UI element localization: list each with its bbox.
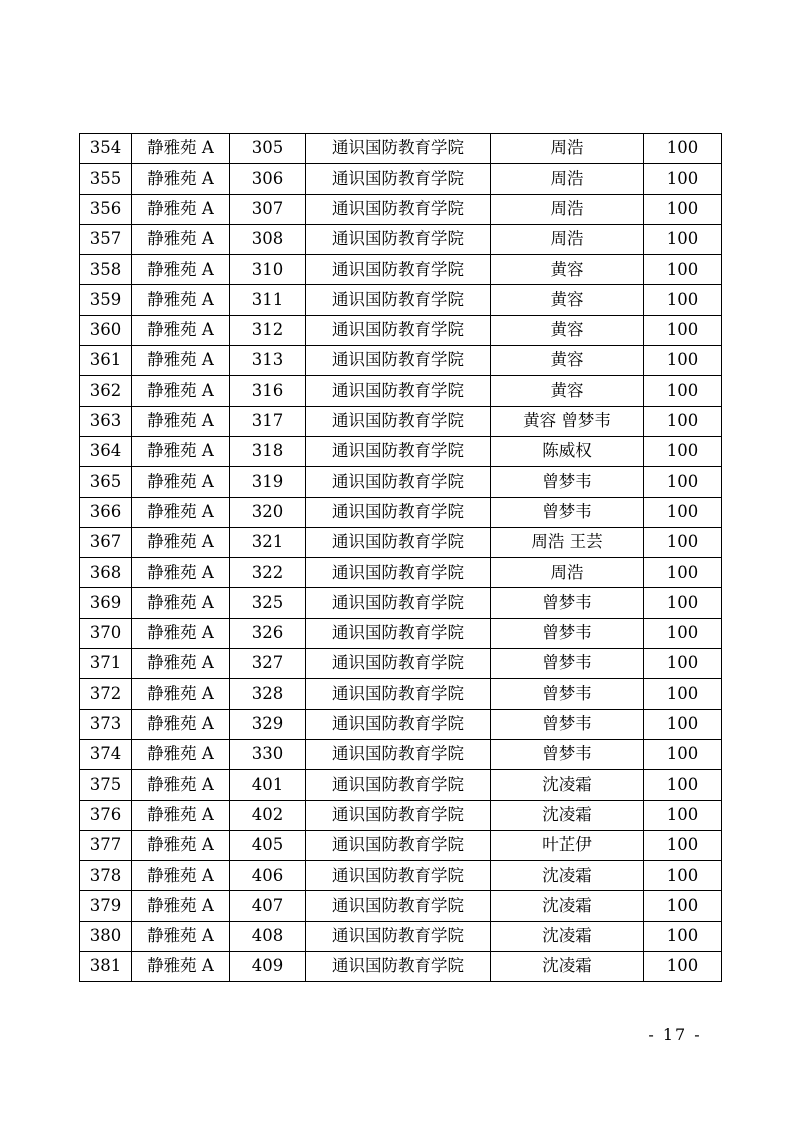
page-number: - 17 - (648, 1025, 702, 1044)
table-row (80, 891, 722, 921)
person-name-cell: 沈凌霜 (491, 861, 644, 891)
building-cell: 静雅苑 A (132, 800, 230, 830)
score-cell: 100 (644, 679, 722, 709)
score-cell: 100 (644, 315, 722, 345)
person-name-cell: 周浩 (491, 134, 644, 164)
college-cell: 通识国防教育学院 (306, 285, 491, 315)
person-name-cell: 周浩 (491, 164, 644, 194)
table-row (80, 679, 722, 709)
row-number-cell: 375 (80, 770, 132, 800)
college-cell: 通识国防教育学院 (306, 224, 491, 254)
dormitory-score-table (79, 133, 722, 982)
college-cell: 通识国防教育学院 (306, 649, 491, 679)
row-number-cell: 378 (80, 861, 132, 891)
score-cell: 100 (644, 739, 722, 769)
table-row (80, 830, 722, 860)
room-cell: 408 (230, 921, 306, 951)
building-cell: 静雅苑 A (132, 527, 230, 557)
building-cell: 静雅苑 A (132, 164, 230, 194)
person-name-cell: 曾梦韦 (491, 588, 644, 618)
building-cell: 静雅苑 A (132, 558, 230, 588)
room-cell: 307 (230, 194, 306, 224)
room-cell: 326 (230, 618, 306, 648)
table-row (80, 164, 722, 194)
building-cell: 静雅苑 A (132, 770, 230, 800)
person-name-cell: 黄容 (491, 255, 644, 285)
college-cell: 通识国防教育学院 (306, 891, 491, 921)
score-cell: 100 (644, 649, 722, 679)
row-number-cell: 366 (80, 497, 132, 527)
college-cell: 通识国防教育学院 (306, 830, 491, 860)
person-name-cell: 沈凌霜 (491, 770, 644, 800)
score-cell: 100 (644, 255, 722, 285)
room-cell: 409 (230, 952, 306, 982)
person-name-cell: 曾梦韦 (491, 618, 644, 648)
person-name-cell: 陈威权 (491, 436, 644, 466)
room-cell: 312 (230, 315, 306, 345)
row-number-cell: 358 (80, 255, 132, 285)
row-number-cell: 369 (80, 588, 132, 618)
table-row (80, 436, 722, 466)
building-cell: 静雅苑 A (132, 315, 230, 345)
table-row (80, 921, 722, 951)
score-cell: 100 (644, 497, 722, 527)
building-cell: 静雅苑 A (132, 618, 230, 648)
college-cell: 通识国防教育学院 (306, 861, 491, 891)
college-cell: 通识国防教育学院 (306, 679, 491, 709)
score-cell: 100 (644, 861, 722, 891)
college-cell: 通识国防教育学院 (306, 497, 491, 527)
building-cell: 静雅苑 A (132, 134, 230, 164)
person-name-cell: 周浩 (491, 224, 644, 254)
building-cell: 静雅苑 A (132, 830, 230, 860)
table-row (80, 376, 722, 406)
score-cell: 100 (644, 406, 722, 436)
room-cell: 308 (230, 224, 306, 254)
table-row (80, 134, 722, 164)
table-body (80, 134, 722, 982)
table-row (80, 315, 722, 345)
person-name-cell: 曾梦韦 (491, 679, 644, 709)
room-cell: 318 (230, 436, 306, 466)
table-row (80, 800, 722, 830)
person-name-cell: 曾梦韦 (491, 739, 644, 769)
row-number-cell: 368 (80, 558, 132, 588)
row-number-cell: 371 (80, 649, 132, 679)
score-cell: 100 (644, 164, 722, 194)
building-cell: 静雅苑 A (132, 921, 230, 951)
row-number-cell: 377 (80, 830, 132, 860)
row-number-cell: 363 (80, 406, 132, 436)
college-cell: 通识国防教育学院 (306, 800, 491, 830)
building-cell: 静雅苑 A (132, 588, 230, 618)
row-number-cell: 360 (80, 315, 132, 345)
room-cell: 313 (230, 346, 306, 376)
person-name-cell: 沈凌霜 (491, 891, 644, 921)
building-cell: 静雅苑 A (132, 709, 230, 739)
college-cell: 通识国防教育学院 (306, 739, 491, 769)
score-cell: 100 (644, 285, 722, 315)
table-row (80, 406, 722, 436)
building-cell: 静雅苑 A (132, 194, 230, 224)
table-row (80, 558, 722, 588)
room-cell: 319 (230, 467, 306, 497)
table-row (80, 255, 722, 285)
room-cell: 320 (230, 497, 306, 527)
room-cell: 306 (230, 164, 306, 194)
college-cell: 通识国防教育学院 (306, 467, 491, 497)
person-name-cell: 曾梦韦 (491, 649, 644, 679)
row-number-cell: 376 (80, 800, 132, 830)
building-cell: 静雅苑 A (132, 376, 230, 406)
table-row (80, 739, 722, 769)
building-cell: 静雅苑 A (132, 436, 230, 466)
college-cell: 通识国防教育学院 (306, 194, 491, 224)
person-name-cell: 沈凌霜 (491, 952, 644, 982)
score-cell: 100 (644, 376, 722, 406)
person-name-cell: 黄容 (491, 285, 644, 315)
building-cell: 静雅苑 A (132, 952, 230, 982)
row-number-cell: 362 (80, 376, 132, 406)
room-cell: 329 (230, 709, 306, 739)
building-cell: 静雅苑 A (132, 891, 230, 921)
score-cell: 100 (644, 527, 722, 557)
person-name-cell: 叶芷伊 (491, 830, 644, 860)
row-number-cell: 359 (80, 285, 132, 315)
room-cell: 401 (230, 770, 306, 800)
person-name-cell: 曾梦韦 (491, 497, 644, 527)
person-name-cell: 沈凌霜 (491, 921, 644, 951)
room-cell: 406 (230, 861, 306, 891)
row-number-cell: 379 (80, 891, 132, 921)
table-row (80, 588, 722, 618)
college-cell: 通识国防教育学院 (306, 406, 491, 436)
score-cell: 100 (644, 558, 722, 588)
room-cell: 330 (230, 739, 306, 769)
person-name-cell: 周浩 (491, 558, 644, 588)
score-cell: 100 (644, 467, 722, 497)
room-cell: 402 (230, 800, 306, 830)
building-cell: 静雅苑 A (132, 255, 230, 285)
table-row (80, 194, 722, 224)
table-row (80, 224, 722, 254)
college-cell: 通识国防教育学院 (306, 770, 491, 800)
building-cell: 静雅苑 A (132, 406, 230, 436)
person-name-cell: 周浩 (491, 194, 644, 224)
score-cell: 100 (644, 891, 722, 921)
score-cell: 100 (644, 830, 722, 860)
table-row (80, 527, 722, 557)
building-cell: 静雅苑 A (132, 285, 230, 315)
score-cell: 100 (644, 134, 722, 164)
college-cell: 通识国防教育学院 (306, 436, 491, 466)
room-cell: 405 (230, 830, 306, 860)
score-cell: 100 (644, 770, 722, 800)
person-name-cell: 曾梦韦 (491, 709, 644, 739)
row-number-cell: 355 (80, 164, 132, 194)
score-cell: 100 (644, 921, 722, 951)
row-number-cell: 374 (80, 739, 132, 769)
room-cell: 325 (230, 588, 306, 618)
room-cell: 310 (230, 255, 306, 285)
building-cell: 静雅苑 A (132, 224, 230, 254)
person-name-cell: 黄容 (491, 376, 644, 406)
college-cell: 通识国防教育学院 (306, 952, 491, 982)
room-cell: 316 (230, 376, 306, 406)
score-cell: 100 (644, 436, 722, 466)
score-cell: 100 (644, 346, 722, 376)
college-cell: 通识国防教育学院 (306, 134, 491, 164)
row-number-cell: 381 (80, 952, 132, 982)
table-row (80, 649, 722, 679)
table-row (80, 497, 722, 527)
table-row (80, 618, 722, 648)
table-row (80, 770, 722, 800)
score-cell: 100 (644, 800, 722, 830)
room-cell: 317 (230, 406, 306, 436)
college-cell: 通识国防教育学院 (306, 558, 491, 588)
person-name-cell: 沈凌霜 (491, 800, 644, 830)
row-number-cell: 373 (80, 709, 132, 739)
table-row (80, 467, 722, 497)
row-number-cell: 354 (80, 134, 132, 164)
score-cell: 100 (644, 224, 722, 254)
room-cell: 322 (230, 558, 306, 588)
row-number-cell: 364 (80, 436, 132, 466)
college-cell: 通识国防教育学院 (306, 588, 491, 618)
row-number-cell: 357 (80, 224, 132, 254)
table-row (80, 709, 722, 739)
table-row (80, 861, 722, 891)
score-cell: 100 (644, 194, 722, 224)
college-cell: 通识国防教育学院 (306, 376, 491, 406)
score-cell: 100 (644, 588, 722, 618)
row-number-cell: 380 (80, 921, 132, 951)
college-cell: 通识国防教育学院 (306, 709, 491, 739)
college-cell: 通识国防教育学院 (306, 164, 491, 194)
score-cell: 100 (644, 618, 722, 648)
college-cell: 通识国防教育学院 (306, 346, 491, 376)
room-cell: 328 (230, 679, 306, 709)
building-cell: 静雅苑 A (132, 861, 230, 891)
table-row (80, 952, 722, 982)
room-cell: 407 (230, 891, 306, 921)
row-number-cell: 356 (80, 194, 132, 224)
row-number-cell: 370 (80, 618, 132, 648)
row-number-cell: 365 (80, 467, 132, 497)
table-row (80, 346, 722, 376)
room-cell: 327 (230, 649, 306, 679)
college-cell: 通识国防教育学院 (306, 527, 491, 557)
row-number-cell: 367 (80, 527, 132, 557)
building-cell: 静雅苑 A (132, 649, 230, 679)
score-cell: 100 (644, 709, 722, 739)
row-number-cell: 372 (80, 679, 132, 709)
college-cell: 通识国防教育学院 (306, 255, 491, 285)
score-cell: 100 (644, 952, 722, 982)
building-cell: 静雅苑 A (132, 497, 230, 527)
college-cell: 通识国防教育学院 (306, 315, 491, 345)
person-name-cell: 黄容 (491, 346, 644, 376)
room-cell: 321 (230, 527, 306, 557)
college-cell: 通识国防教育学院 (306, 921, 491, 951)
person-name-cell: 曾梦韦 (491, 467, 644, 497)
row-number-cell: 361 (80, 346, 132, 376)
building-cell: 静雅苑 A (132, 346, 230, 376)
person-name-cell: 黄容 曾梦韦 (491, 406, 644, 436)
table-row (80, 285, 722, 315)
building-cell: 静雅苑 A (132, 739, 230, 769)
college-cell: 通识国防教育学院 (306, 618, 491, 648)
building-cell: 静雅苑 A (132, 467, 230, 497)
person-name-cell: 周浩 王芸 (491, 527, 644, 557)
room-cell: 311 (230, 285, 306, 315)
room-cell: 305 (230, 134, 306, 164)
building-cell: 静雅苑 A (132, 679, 230, 709)
person-name-cell: 黄容 (491, 315, 644, 345)
